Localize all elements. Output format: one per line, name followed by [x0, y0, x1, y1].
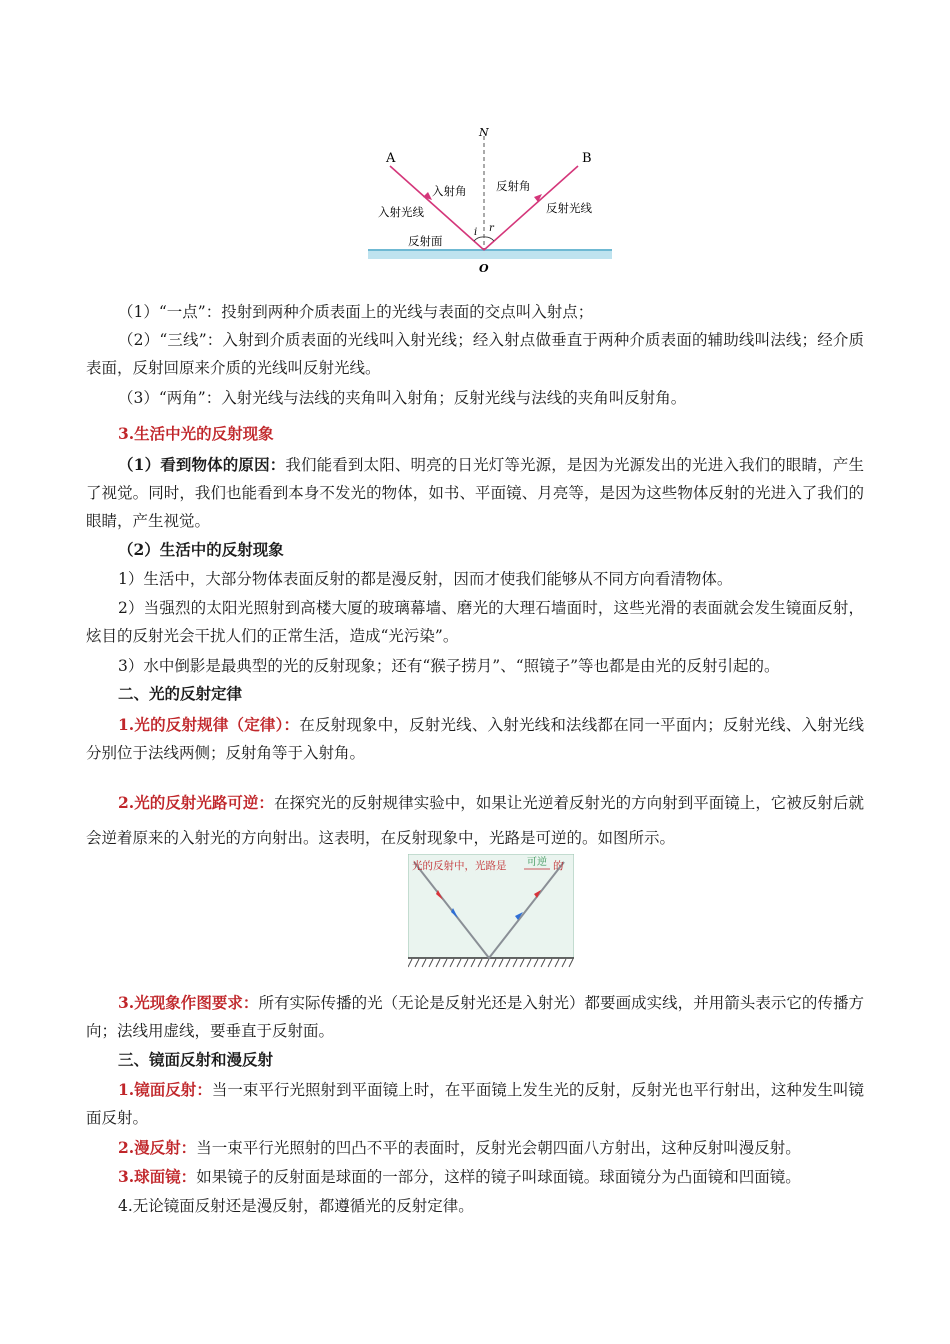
- caption-fill: 可逆: [527, 857, 547, 868]
- label-i: i: [474, 227, 478, 238]
- paragraph-two-angles: （3）“两角”：入射光线与法线的夹角叫入射角；反射光线与法线的夹角叫反射角。: [118, 389, 687, 407]
- paragraph-three-lines: （2）“三线”：入射到介质表面的光线叫入射光线；经入射点做垂直于两种介质表面的辅助线叫法线；经介质表面，反射回原来介质的光线叫反射光线。: [86, 331, 864, 377]
- reflect-ray-label: 反射光线: [546, 201, 592, 215]
- spherical-text: 如果镜子的反射面是球面的一部分，这样的镜子叫球面镜。球面镜分为凸面镜和凹面镜。: [196, 1168, 801, 1186]
- paragraph-light-pollution: 2）当强烈的太阳光照射到高楼大厦的玻璃幕墙、磨光的大理石墙面时，这些光滑的表面就会发生镜面反射，炫目的反射光会干扰人们的正常生活，造成“光污染”。: [86, 599, 864, 645]
- mirror-hatching: [408, 959, 573, 967]
- label-b: B: [582, 151, 592, 166]
- incident-angle-label: 入射角: [432, 184, 467, 198]
- paragraph-drawing-rules: [86, 989, 864, 1045]
- paragraph-diffuse-common: 1）生活中，大部分物体表面反射的都是漫反射，因而才使我们能够从不同方向看清物体。: [118, 570, 733, 588]
- label-n: N: [479, 126, 489, 139]
- reversible-path-text: 在探究光的反射规律实验中，如果让光逆着反射光的方向射到平面镜上，它被反射后就会逆着原来的入射光的方向射出。这表明，在反射现象中，光路是可逆的。如图所示。: [86, 794, 864, 847]
- reflection-diagram: [366, 116, 614, 278]
- seeing-objects-text: 我们能看到太阳、明亮的日光灯等光源，是因为光源发出的光进入我们的眼睛，产生了视觉。同时，我们也能看到本身不发光的物体，如书、平面镜、月亮等，是因为这些物体反射的光进入了我们的眼睛，产生视觉。: [86, 456, 864, 530]
- surface-label: 反射面: [408, 234, 443, 248]
- incident-ray-label: 入射光线: [378, 205, 424, 219]
- diffuse-title: 2.漫反射：: [118, 1138, 197, 1157]
- paragraph-reversible-path: [86, 785, 864, 856]
- specular-text: 当一束平行光照射到平面镜上时，在平面镜上发生光的反射，反射光也平行射出，这种发生叫镜面反射。: [86, 1081, 864, 1127]
- caption-suffix: 的: [553, 860, 564, 872]
- mirror-surface: [368, 250, 612, 259]
- drawing-rules-title: 3.光现象作图要求：: [118, 993, 259, 1012]
- heading-life-reflection: （2）生活中的反射现象: [118, 540, 284, 559]
- spherical-title: 3.球面镜：: [118, 1167, 197, 1186]
- label-a: A: [386, 151, 396, 166]
- heading-specular-diffuse: 三、镜面反射和漫反射: [118, 1050, 274, 1069]
- paragraph-seeing-objects: [86, 451, 864, 535]
- paragraph-diffuse: [86, 1134, 864, 1162]
- paragraph-reflection-law: [86, 711, 864, 767]
- label-o: O: [479, 262, 489, 275]
- paragraph-specular: [86, 1076, 864, 1132]
- specular-title: 1.镜面反射：: [118, 1080, 212, 1099]
- drawing-rules-text: 所有实际传播的光（无论是反射光还是入射光）都要画成实线，并用箭头表示它的传播方向；法线用虚线，要垂直于反射面。: [86, 994, 864, 1040]
- paragraph-conclusion: 4.无论镜面反射还是漫反射，都遵循光的反射定律。: [118, 1197, 474, 1215]
- label-r: r: [489, 223, 494, 234]
- reflect-angle-label: 反射角: [496, 179, 531, 193]
- reflection-law-title: 1.光的反射规律（定律）：: [118, 715, 300, 734]
- heading-reflection-in-life: 3.生活中光的反射现象: [118, 424, 274, 443]
- heading-law-of-reflection: 二、光的反射定律: [118, 684, 243, 703]
- paragraph-spherical-mirror: [86, 1163, 864, 1191]
- caption-prefix: 光的反射中，光路是: [412, 860, 507, 872]
- seeing-objects-title: （1）看到物体的原因：: [118, 455, 286, 474]
- reversible-path-diagram: [408, 854, 574, 972]
- paragraph-one-point: （1）“一点”：投射到两种介质表面上的光线与表面的交点叫入射点；: [118, 303, 594, 321]
- paragraph-water-reflection: 3）水中倒影是最典型的光的反射现象；还有“猴子捞月”、“照镜子”等也都是由光的反射引起的。: [118, 657, 780, 675]
- reflection-law-text: 在反射现象中，反射光线、入射光线和法线都在同一平面内；反射光线、入射光线分别位于法线两侧；反射角等于入射角。: [86, 716, 864, 762]
- diffuse-text: 当一束平行光照射的凹凸不平的表面时，反射光会朝四面八方射出，这种反射叫漫反射。: [196, 1139, 801, 1157]
- reversible-path-title: 2.光的反射光路可逆：: [118, 793, 274, 812]
